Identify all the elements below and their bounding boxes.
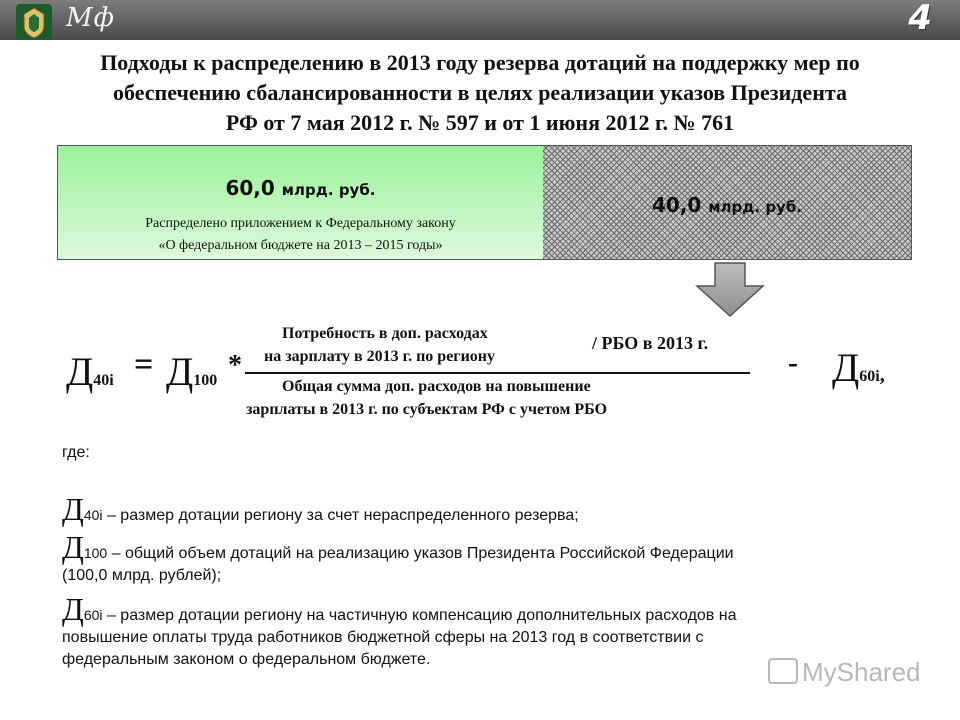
definition-d100-subscript: 100 xyxy=(83,545,108,561)
definition-d40-symbol: Д xyxy=(62,491,84,527)
distributed-unit: млрд. руб. xyxy=(281,181,376,199)
title-line-2: обеспечению сбалансированности в целях реализации указов Президента xyxy=(113,80,847,105)
formula-denominator-line-2: зарплаты в 2013 г. по субъектам РФ с учетом РБО xyxy=(246,401,608,418)
undistributed-unit: млрд. руб. xyxy=(708,198,803,216)
definition-d100 xyxy=(62,529,902,587)
definition-d100-text-2: (100,0 млрд. рублей); xyxy=(62,567,222,584)
fraction-line xyxy=(245,372,750,374)
slide-title xyxy=(0,48,960,138)
formula-minus: - xyxy=(788,346,798,379)
formula-d100-subscript: 100 xyxy=(193,372,218,389)
distributed-note-line-1: Распределено приложением к Федеральному закону xyxy=(145,216,456,231)
formula-d60-symbol: Д xyxy=(832,345,860,390)
title-line-3: РФ от 7 мая 2012 г. № 597 и от 1 июня 2012 г. № 761 xyxy=(225,110,735,135)
formula-numerator-line-1: Потребность в доп. расходах xyxy=(282,325,488,342)
watermark-text: MyShared xyxy=(802,657,921,687)
formula-lhs-subscript: 40i xyxy=(93,372,114,389)
formula-divisor: / РБО в 2013 г. xyxy=(592,333,709,353)
page-number: 4 xyxy=(908,0,932,38)
definition-d60-text-3: федеральным законом о федеральном бюджете. xyxy=(62,651,431,668)
definition-d60-text: – размер дотации региону на частичную компенсацию дополнительных расходов на xyxy=(102,607,737,624)
definition-d40 xyxy=(62,491,902,527)
formula-multiply: * xyxy=(228,350,242,381)
down-arrow-icon xyxy=(695,262,765,318)
title-line-1: Подходы к распределению в 2013 году резерва дотаций на поддержку мер по xyxy=(100,50,860,75)
undistributed-value: 40,0 xyxy=(651,193,702,217)
definition-d40-subscript: 40i xyxy=(83,507,103,523)
formula-d100 xyxy=(166,348,217,395)
definition-d60-subscript: 60i xyxy=(83,607,103,623)
formula-equals: = xyxy=(134,346,154,383)
watermark xyxy=(768,657,921,688)
distributed-amount xyxy=(58,176,543,200)
definition-d40-text: – размер дотации региону за счет нераспределенного резерва; xyxy=(102,507,579,524)
formula-lhs xyxy=(66,348,114,395)
ministry-emblem-icon xyxy=(14,2,54,42)
formula-d60-subscript: 60i xyxy=(859,368,880,385)
formula-d60 xyxy=(832,344,885,391)
formula-comma: , xyxy=(879,364,885,386)
distributed-note-line-2: «О федеральном бюджете на 2013 – 2015 годы» xyxy=(158,238,443,253)
formula-lhs-symbol: Д xyxy=(66,349,94,394)
formula-d100-symbol: Д xyxy=(166,349,194,394)
definition-d60-symbol: Д xyxy=(62,591,84,627)
formula-denominator-line-1: Общая сумма доп. расходов на повышение xyxy=(282,378,591,395)
definition-d100-symbol: Д xyxy=(62,529,84,565)
distributed-value: 60,0 xyxy=(225,176,275,200)
watermark-icon xyxy=(768,658,798,684)
definition-d60-text-2: повышение оплаты труда работников бюджетной сферы на 2013 год в соответствии с xyxy=(62,629,704,646)
reserve-split-bar xyxy=(57,145,912,260)
brand-logo-text: Мф xyxy=(66,3,115,33)
undistributed-amount xyxy=(543,193,911,217)
formula-numerator-line-2: на зарплату в 2013 г. по региону xyxy=(264,348,495,365)
header-bar xyxy=(0,0,960,40)
definition-d100-text: – общий объем дотаций на реализацию указов Президента Российской Федерации xyxy=(107,545,734,562)
where-label: где: xyxy=(62,444,90,461)
